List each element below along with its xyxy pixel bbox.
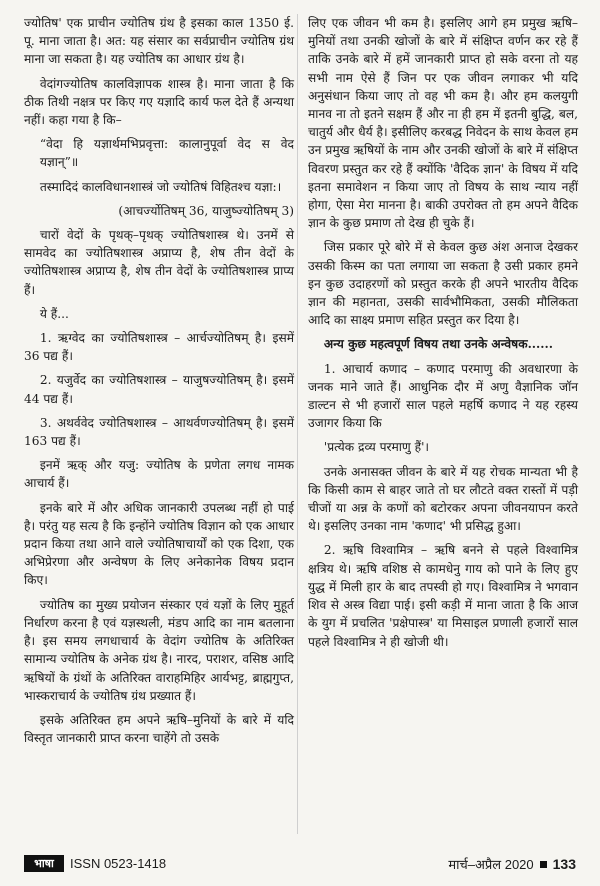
- paragraph: 3. अथर्ववेद ज्योतिषशास्त्र – आथर्वणज्योतिषम् है। इसमें 163 पद्य हैं।: [24, 415, 294, 449]
- issue-date: मार्च–अप्रैल 2020: [448, 857, 534, 872]
- paragraph: 1. ऋग्वेद का ज्योतिषशास्त्र – आर्चज्योतिषम् है। इसमें 36 पद्य हैं।: [24, 331, 294, 364]
- left-column: [24, 14, 294, 753]
- issn-text: ISSN 0523-1418: [70, 856, 167, 871]
- paragraph: उनके अनासक्त जीवन के बारे में यह रोचक मान्यता भी है कि किसी काम से बाहर जाते तो घर लौटते वक्त रास्तों में पड़ी चीजों या अन्न के कणों को बटोरकर अपना जीवनयापन करते थे। इसलिए उनका नाम 'कणाद' भी प्रसिद्ध हुआ।: [308, 464, 578, 534]
- footer-right: [448, 855, 576, 873]
- paragraph: 1. आचार्य कणाद – कणाद परमाणु की अवधारणा के जनक माने जाते हैं। आधुनिक दौर में अणु वैज्ञानिक जॉन डाल्टन से भी हजारों साल पहले महर्षि कणाद ने यह रहस्य उजागर किया कि: [308, 361, 578, 431]
- footer-left: [24, 855, 166, 872]
- square-bullet-icon: [540, 861, 547, 868]
- paragraph: इनमें ऋक् और यजु: ज्योतिष के प्रणेता लगध नामक आचार्य हैं।: [24, 458, 294, 491]
- right-column: [308, 14, 578, 657]
- paragraph: ज्योतिष का मुख्य प्रयोजन संस्कार एवं यज्ञों के लिए मुहूर्त निर्धारण करना है एवं यज्ञस्थली, मंडप आदि का नाम बतलाना है। इस समय लगधाचार्य के वेदांग ज्योतिष के अतिरिक्त सामान्य ज्योतिष के अनेक ग्रंथ है। नारद, पराशर, वसिष्ठ आदि ऋषियों के ग्रंथों के अतिरिक्त वाराहमिहिर आर्यभट्ट, ब्राह्मगुप्त, भास्कराचार्य के ज्योतिष ग्रंथ प्रख्यात हैं।: [24, 597, 294, 703]
- column-divider: [297, 14, 298, 834]
- paragraph: जिस प्रकार पूरे बोरे में से केवल कुछ अंश अनाज देखकर उसकी किस्म का पता लगाया जा सकता है उसी प्रकार हमने इन कुछ उदाहरणों को प्रस्तुत करके ही अपने भारतीय वैदिक ज्ञान की महानता, उसकी सार्वभौमिकता, उसकी मौलिकता आदि का साक्ष्य प्रमाण सहित प्रस्तुत कर दिया है।: [308, 240, 578, 328]
- paragraph: “वेदा हि यज्ञार्थमभिप्रवृत्ता: कालानुपूर्वा वेद स वेद यज्ञान्”॥: [39, 137, 294, 170]
- paragraph: लिए एक जीवन भी कम है। इसलिए आगे हम प्रमुख ऋषि–मुनियों तथा उनकी खोजों के बारे में संक्षिप्त वर्णन कर रहे हैं ताकि उनके बारे में हमें जानकारी प्राप्त हो सके वरना तो यह सभी नाम ऐसे हैं जिन पर एक जीवन लगाकर भी यदि अनुसंधान किया जाए तो वह भी कम है। और हम कलयुगी मानव ना तो इतने सक्षम हैं और ना ही हम में इतनी बुद्धि, बल, चातुर्य और धैर्य है। इसीलिए करबद्ध निवेदन के साथ केवल हम उन प्रमुख ऋषियों के नाम और उनकी खोजों के बारे में संक्षिप्त विवरण प्रस्तुत कर रहे हैं क्योंकि 'वैदिक ज्ञान' के विषय में यदि इतना समावेशन न किया जाए तो विषय के साथ न्याय नहीं होगा, ऐसा मेरा मानना है। बाकी उपरोक्त तो हम अपने वैदिक ज्ञान के कुछ प्रमाण तो देख ही चुके हैं।: [308, 16, 578, 231]
- journal-logo: भाषा: [24, 855, 64, 872]
- paragraph: 'प्रत्येक द्रव्य परमाणु हैं'।: [323, 440, 430, 455]
- paragraph: 2. यजुर्वेद का ज्योतिषशास्त्र – याजुषज्योतिषम् है। इसमें 44 पद्य हैं।: [24, 373, 294, 406]
- section-heading: अन्य कुछ महत्वपूर्ण विषय तथा उनके अन्वेषक......: [323, 337, 554, 352]
- paragraph: ये हैं...: [39, 306, 69, 321]
- paragraph: वेदांगज्योतिष कालविज्ञापक शास्त्र है। माना जाता है कि ठीक तिथी नक्षत्र पर किए गए यज्ञादि कार्य फल देते हैं अन्यथा नहीं। कहा गया है कि–: [24, 76, 294, 128]
- paragraph: तस्मादिदं कालविधानशास्त्रं जो ज्योतिषं विहितश्च यज्ञा:।: [39, 179, 282, 194]
- paragraph: ज्योतिष' एक प्राचीन ज्योतिष ग्रंथ है इसका काल 1350 ई. पू. माना जाता है। अत: यह संसार का सर्वप्राचीन ज्योतिष ग्रंथ माना जा सकता है। यह ज्योतिष का आधार ग्रंथ है।: [24, 16, 294, 67]
- paragraph: चारों वेदों के पृथक्–पृथक् ज्योतिषशास्त्र थे। उनमें से सामवेद का ज्योतिषशास्त्र अप्राप्य है, शेष तीन वेदों के ज्योतिषशास्त्र अप्राप्य है, शेष तीन वेदों के ज्योतिषशास्त्र प्राप्य हैं।: [24, 228, 294, 297]
- paragraph: इनके बारे में और अधिक जानकारी उपलब्ध नहीं हो पाई है। परंतु यह सत्य है कि इन्होंने ज्योतिष विज्ञान को एक आधार प्रदान किया तथा आने वाले ज्योतिषाचार्यों को एक दिशा, एक अभिप्रेरणा और अन्वेषण के लिए अनेकानेक विषय प्रदान किए।: [24, 500, 294, 588]
- page-number: 133: [552, 856, 576, 872]
- paragraph: (आचर्ज्योतिषम् 36, याजुष्ज्योतिषम् 3): [118, 203, 294, 218]
- paragraph: 2. ऋषि विश्वामित्र – ऋषि बनने से पहले विश्वामित्र क्षत्रिय थे। ऋषि वशिष्ठ से कामधेनु गाय को पाने के लिए हुए युद्ध में मिली हार के बाद तपस्वी हो गए। विश्वामित्र ने भगवान शिव से अस्त्र विद्या पाई। इसी कड़ी में माना जाता है कि आज के युग में प्रचलित 'प्रक्षेपास्त्र' या मिसाइल प्रणाली हजारों साल पहले विश्वामित्र ने ही खोजी थी।: [308, 543, 578, 649]
- page-footer: [24, 855, 576, 877]
- paragraph: इसके अतिरिक्त हम अपने ऋषि–मुनियों के बारे में यदि विस्तृत जानकारी प्राप्त करना चाहेंगे तो उसके: [24, 712, 294, 746]
